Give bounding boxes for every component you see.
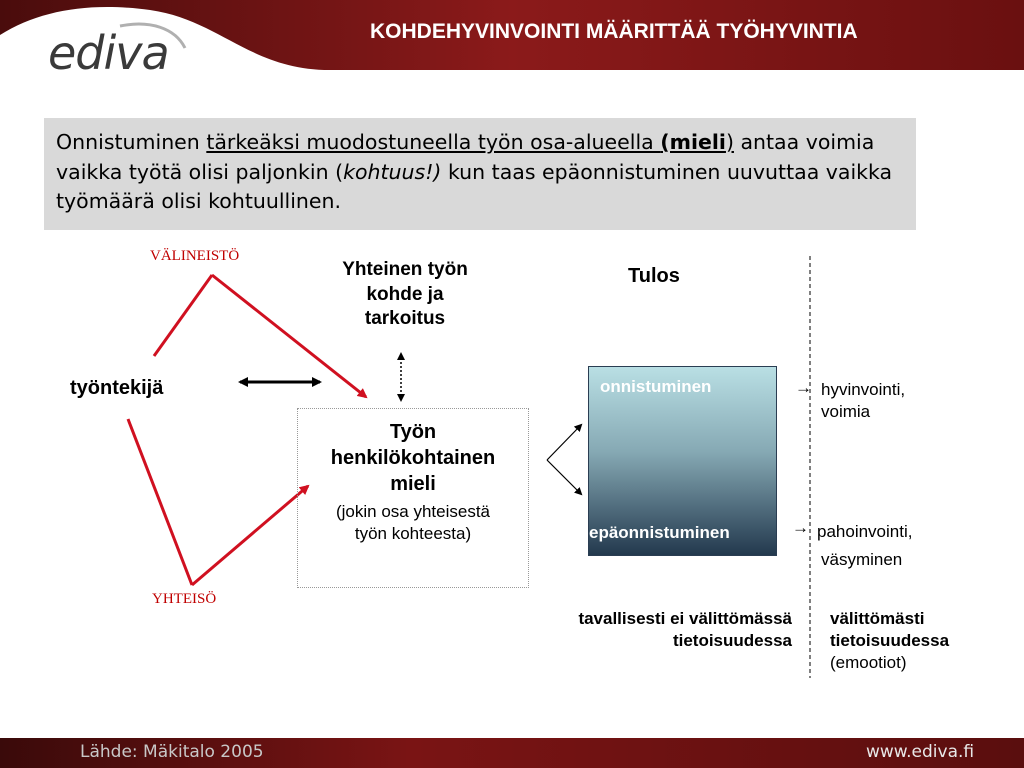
label-failure: epäonnistuminen [589, 523, 730, 542]
conscious-label [830, 608, 949, 674]
unconscious-line2: tietoisuudessa [672, 631, 792, 651]
intro-part1: Onnistuminen [56, 130, 207, 154]
red-line-worker-tools [154, 275, 212, 356]
footer-source: Lähde: Mäkitalo 2005 [80, 742, 264, 762]
center-title-line1: Työn [389, 421, 437, 443]
personal-meaning-box [297, 408, 529, 588]
shared-goal-line2: kohde ja [366, 283, 444, 305]
intro-part6: kohtuus!) [343, 159, 442, 184]
footer-url-link[interactable]: www.ediva.fi [866, 742, 975, 762]
unconscious-label [480, 608, 792, 652]
branch-arrow-down [547, 460, 581, 494]
emotions-label: (emootiot) [830, 653, 907, 673]
center-title-line2: henkilökohtainen [330, 447, 496, 469]
bad-result-line2: väsyminen [821, 550, 903, 570]
intro-part7: kun taas epäonnistuminen uuvuttaa vaikka työmäärä olisi kohtuullinen. [56, 159, 893, 214]
good-result-line2: voimia [821, 402, 871, 422]
good-result [821, 379, 905, 423]
personal-meaning-subtitle [298, 501, 528, 545]
good-result-line1: hyvinvointi, [821, 380, 906, 399]
ediva-logo: ediva [48, 26, 169, 80]
red-arrow-community-mind [192, 486, 308, 585]
intro-part4: ) [725, 130, 734, 154]
center-sub-line1: (jokin osa yhteisestä [335, 502, 491, 521]
label-valineisto: VÄLINEISTÖ [150, 248, 240, 264]
intro-part3: (mieli [660, 130, 726, 154]
page-title: KOHDEHYVINVOINTI MÄÄRITTÄÄ TYÖHYVINTIA [370, 20, 858, 43]
center-title-line3: mieli [390, 473, 436, 495]
personal-meaning-title [298, 419, 528, 497]
center-sub-line2: työn kohteesta) [354, 524, 472, 544]
branch-arrow-up [547, 425, 581, 460]
label-tulos: Tulos [628, 265, 680, 287]
conscious-line1: välittömästi [830, 609, 925, 628]
shared-goal-line1: Yhteinen työn [342, 259, 468, 280]
label-tyontekija: työntekijä [70, 377, 164, 399]
intro-part2: tärkeäksi muodostuneella työn osa-alueella [206, 130, 661, 154]
shared-goal-line3: tarkoitus [364, 308, 446, 330]
arrow-good-icon: → [795, 378, 812, 397]
unconscious-line1: tavallisesti ei välittömässä [578, 609, 792, 628]
bad-result-line1: pahoinvointi, [817, 522, 913, 541]
intro-part5: antaa voimia vaikka työtä olisi paljonkin ( [56, 130, 875, 184]
conscious-line2: tietoisuudessa [830, 631, 950, 651]
arrow-bad-icon: → [792, 518, 809, 537]
label-success: onnistuminen [600, 377, 712, 396]
shared-goal-label [300, 258, 510, 332]
label-yhteiso: YHTEISÖ [152, 591, 217, 607]
bad-result [817, 518, 912, 574]
red-line-worker-community [128, 419, 192, 585]
